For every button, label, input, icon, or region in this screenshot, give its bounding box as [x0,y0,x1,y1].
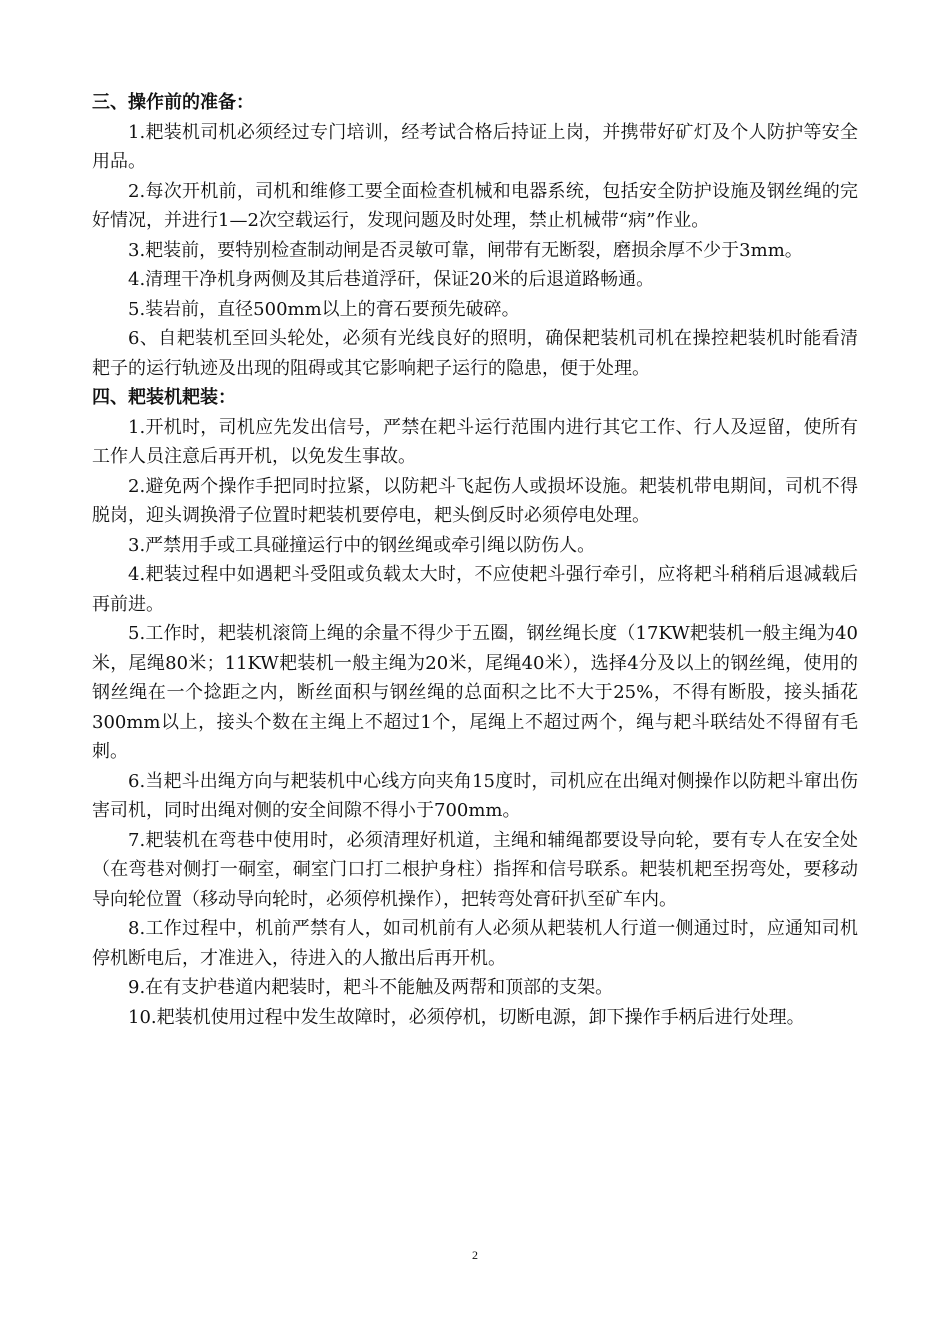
page-number: 2 [472,1248,478,1262]
paragraph: 10.耙装机使用过程中发生故障时，必须停机，切断电源，卸下操作手柄后进行处理。 [128,1006,805,1028]
paragraph: 2.每次开机前，司机和维修工要全面检查机械和电器系统，包括安全防护设施及钢丝绳的完好情况，并进行1—2次空载运行，发现问题及时处理，禁止机械带“病”作业。 [92,180,858,231]
paragraph: 6、自耙装机至回头轮处，必须有光线良好的照明，确保耙装机司机在操控耙装机时能看清耙子的运行轨迹及出现的阻碍或其它影响耙子运行的隐患，便于处理。 [92,328,858,379]
paragraph: 1.耙装机司机必须经过专门培训，经考试合格后持证上岗，并携带好矿灯及个人防护等安全用品。 [92,121,858,172]
paragraph: 9.在有支护巷道内耙装时，耙斗不能触及两帮和顶部的支架。 [128,977,614,998]
paragraph: 4.清理干净机身两侧及其后巷道浮矸，保证20米的后退道路畅通。 [128,269,655,290]
paragraph: 3.耙装前，要特别检查制动闸是否灵敏可靠，闸带有无断裂，磨损余厚不少于3mm。 [128,239,803,261]
document-body [92,88,858,1032]
paragraph: 5.工作时，耙装机滚筒上绳的余量不得少于五圈，钢丝绳长度（17KW耙装机一般主绳为40米，尾绳80米；11KW耙装机一般主绳为20米，尾绳40米），选择4分及以上的钢丝绳，使用的钢丝绳在一个捻距之内，断丝面积与钢丝绳的总面积之比不大于25%，不得有断股，接头插花300mm以上，接头个数在主绳上不超过1个，尾绳上不超过两个，绳与耙斗联结处不得留有毛刺。 [92,623,858,762]
section-heading-preparation: 三、操作前的准备： [92,92,254,113]
paragraph: 2.避免两个操作手把同时拉紧，以防耙斗飞起伤人或损坏设施。耙装机带电期间，司机不得脱岗，迎头调换滑子位置时耙装机要停电，耙头倒反时必须停电处理。 [92,475,858,526]
paragraph: 7.耙装机在弯巷中使用时，必须清理好机道，主绳和辅绳都要设导向轮，要有专人在安全处（在弯巷对侧打一硐室，硐室门口打二根护身柱）指挥和信号联系。耙装机耙至拐弯处，要移动导向轮位置（移动导向轮时，必须停机操作），把转弯处膏矸扒至矿车内。 [92,829,858,910]
paragraph: 3.严禁用手或工具碰撞运行中的钢丝绳或牵引绳以防伤人。 [128,534,596,556]
section-heading-loading: 四、耙装机耙装： [92,387,236,408]
paragraph: 6.当耙斗出绳方向与耙装机中心线方向夹角15度时，司机应在出绳对侧操作以防耙斗窜出伤害司机，同时出绳对侧的安全间隙不得小于700mm。 [92,770,858,821]
paragraph: 1.开机时，司机应先发出信号，严禁在耙斗运行范围内进行其它工作、行人及逗留，使所有工作人员注意后再开机，以免发生事故。 [92,416,858,467]
paragraph: 5.装岩前，直径500mm以上的膏石要预先破碎。 [128,298,520,320]
paragraph: 8.工作过程中，机前严禁有人，如司机前有人必须从耙装机人行道一侧通过时，应通知司机停机断电后，才准进入，待进入的人撤出后再开机。 [92,918,858,969]
paragraph: 4.耙装过程中如遇耙斗受阻或负载太大时，不应使耙斗强行牵引，应将耙斗稍稍后退减载后再前进。 [92,564,858,615]
